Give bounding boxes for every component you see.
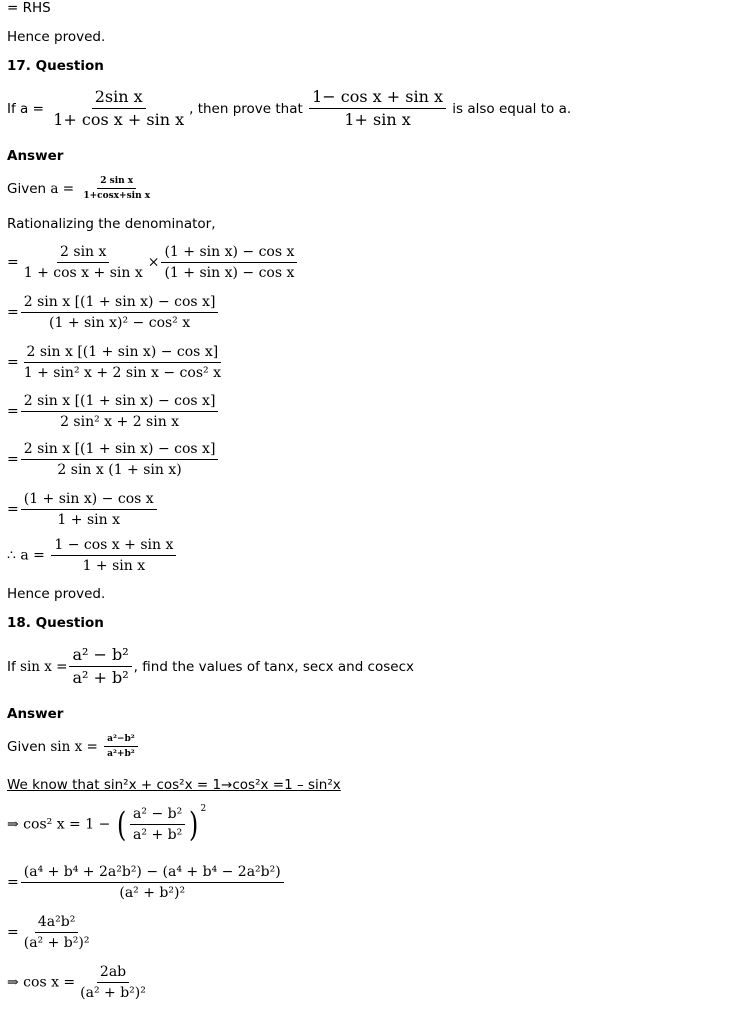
q17-fraction-b: [309, 88, 446, 130]
q18-step-4: [7, 964, 151, 1001]
q17-step-2: = $\frac{\text{2 sin x [(1 + sin x) − cos x]}}{\text{(1 + sin x)² − cos² x}}$: [7, 294, 220, 331]
rationalize-line: Rationalizing the denominator,: [7, 216, 216, 232]
s1-a-num: 2 sin x: [57, 244, 109, 263]
q17-f2-den: 1+ sin x: [344, 110, 411, 130]
q17-then: , then prove that: [189, 100, 303, 117]
q17-given: [7, 176, 155, 202]
s2-den: (1 + sin x)² − cos² x: [49, 315, 191, 332]
q18-sin-eq: sin x =: [20, 658, 68, 675]
hence-proved-16: Hence proved.: [7, 29, 106, 45]
q17-given-a: a =: [50, 180, 75, 197]
q18-step-2: = $\frac{\text{(a⁴ + b⁴ + 2a²b²) − (a⁴ + b⁴ − 2a²b²)}}{\text{(a² + b²)²}}$: [7, 864, 286, 901]
q17-statement: [7, 88, 571, 130]
c3-num: 4a²b²: [35, 914, 78, 933]
s6-den: 1 + sin x: [57, 512, 120, 529]
s5-frac: [21, 441, 219, 478]
q17-given-num: 2 sin x: [97, 176, 136, 189]
q17-step-7: [7, 537, 178, 574]
q17-heading: 17. Question: [7, 58, 104, 74]
s1-frac-b: [161, 244, 297, 281]
q17-answer-label: Answer: [7, 148, 64, 164]
s1-a-den: 1 + cos x + sin x: [23, 265, 143, 282]
c2-frac: [21, 864, 284, 901]
q17-given-den: 1+cosx+sin x: [83, 191, 151, 202]
q17-a-eq: a =: [20, 100, 44, 117]
q18-heading: 18. Question: [7, 615, 104, 631]
s2-num: 2 sin x [(1 + sin x) − cos x]: [21, 294, 219, 313]
q17-if: If: [7, 100, 16, 117]
q18-f-num: a² − b²: [69, 646, 131, 667]
q18-step-3: = $\frac{\text{4a²b²}}{\text{(a² + b²)²}}$: [7, 914, 94, 951]
q18-given: [7, 734, 140, 760]
q18-given-label: Given: [7, 738, 47, 755]
q18-statement: [7, 646, 414, 688]
therefore-a: ∴ a =: [7, 547, 45, 564]
q18-given-num: a²−b²: [104, 734, 138, 747]
q18-tail: , find the values of tanx, secx and cosecx: [133, 658, 414, 675]
c4-num: 2ab: [97, 964, 129, 983]
q17-step-6: = $\frac{\text{(1 + sin x) − cos x}}{\text{1 + sin x}}$: [7, 491, 159, 528]
s6-frac: [21, 491, 157, 528]
q17-f1-den: 1+ cos x + sin x: [53, 110, 185, 130]
s7-den: 1 + sin x: [82, 558, 146, 575]
q17-fraction-a: [50, 88, 187, 130]
s4-den: 2 sin² x + 2 sin x: [60, 414, 180, 431]
c1-frac: [130, 806, 185, 843]
c4-den: (a² + b²)²: [80, 985, 146, 1002]
s1-b-den: (1 + sin x) − cos x: [164, 265, 295, 282]
hence-proved-17: Hence proved.: [7, 586, 106, 602]
c1-pre: ⇒ cos² x = 1 −: [7, 816, 111, 833]
rhs-line: = RHS: [7, 0, 51, 16]
identity-line: We know that sin²x + cos²x = 1→cos²x =1 – sin²x: [7, 777, 341, 793]
c3-den: (a² + b²)²: [23, 935, 90, 952]
c2-den: (a² + b²)²: [119, 885, 186, 902]
q17-step-3: = $\frac{\text{2 sin x [(1 + sin x) − cos x]}}{\text{1 + sin² x + 2 sin x − cos² x}}$: [7, 344, 226, 381]
c2-num: (a⁴ + b⁴ + 2a²b²) − (a⁴ + b⁴ − 2a²b²): [21, 864, 284, 883]
s6-num: (1 + sin x) − cos x: [21, 491, 157, 510]
q17-f1-num: 2sin x: [92, 88, 146, 109]
q17-step-1: = $\frac{\text{2 sin x}}{\text{1 + cos x + sin x}}$ × $\frac{\text{(1 + sin x) − cos x}}{\text{(1 + sin x) − cos x}}$: [7, 244, 299, 281]
c1-exponent: 2: [200, 803, 207, 814]
c4-frac: [77, 964, 149, 1001]
q18-given-den: a²+b²: [107, 749, 135, 760]
s2-frac: [21, 294, 219, 331]
q18-answer-label: Answer: [7, 706, 64, 722]
q18-step-1: [7, 803, 207, 845]
s1-b-num: (1 + sin x) − cos x: [161, 244, 297, 263]
s4-frac: [21, 393, 219, 430]
q18-f-den: a² + b²: [72, 668, 129, 688]
q17-step-5: = $\frac{\text{2 sin x [(1 + sin x) − cos x]}}{\text{2 sin x (1 + sin x)}}$: [7, 441, 220, 478]
left-paren: (: [116, 804, 127, 845]
s1-frac-a: [21, 244, 146, 281]
c4-pre: ⇒ cos x =: [7, 974, 76, 991]
q18-fraction: [69, 646, 131, 688]
q18-if: If: [7, 658, 16, 675]
right-paren: ): [189, 804, 199, 845]
s5-num: 2 sin x [(1 + sin x) − cos x]: [21, 441, 219, 460]
q17-tail: is also equal to a.: [452, 100, 572, 117]
q17-given-label: Given: [7, 180, 47, 197]
q17-step-4: = $\frac{\text{2 sin x [(1 + sin x) − cos x]}}{\text{2 sin² x + 2 sin x}}$: [7, 393, 220, 430]
s7-num: 1 − cos x + sin x: [51, 537, 176, 556]
c1-num: a² − b²: [130, 806, 185, 825]
c3-frac: [21, 914, 93, 951]
s7-frac: [51, 537, 176, 574]
s3-frac: [21, 344, 224, 381]
q17-given-fraction: [80, 176, 153, 202]
c1-den: a² + b²: [133, 827, 183, 844]
s3-den: 1 + sin² x + 2 sin x − cos² x: [23, 365, 221, 382]
q17-f2-num: 1− cos x + sin x: [309, 88, 446, 109]
q18-given-fraction: [104, 734, 138, 760]
s1-times: ×: [147, 254, 160, 271]
s5-den: 2 sin x (1 + sin x): [57, 462, 182, 479]
q18-given-sin: sin x =: [50, 738, 98, 755]
s4-num: 2 sin x [(1 + sin x) − cos x]: [21, 393, 219, 412]
s3-num: 2 sin x [(1 + sin x) − cos x]: [24, 344, 222, 363]
